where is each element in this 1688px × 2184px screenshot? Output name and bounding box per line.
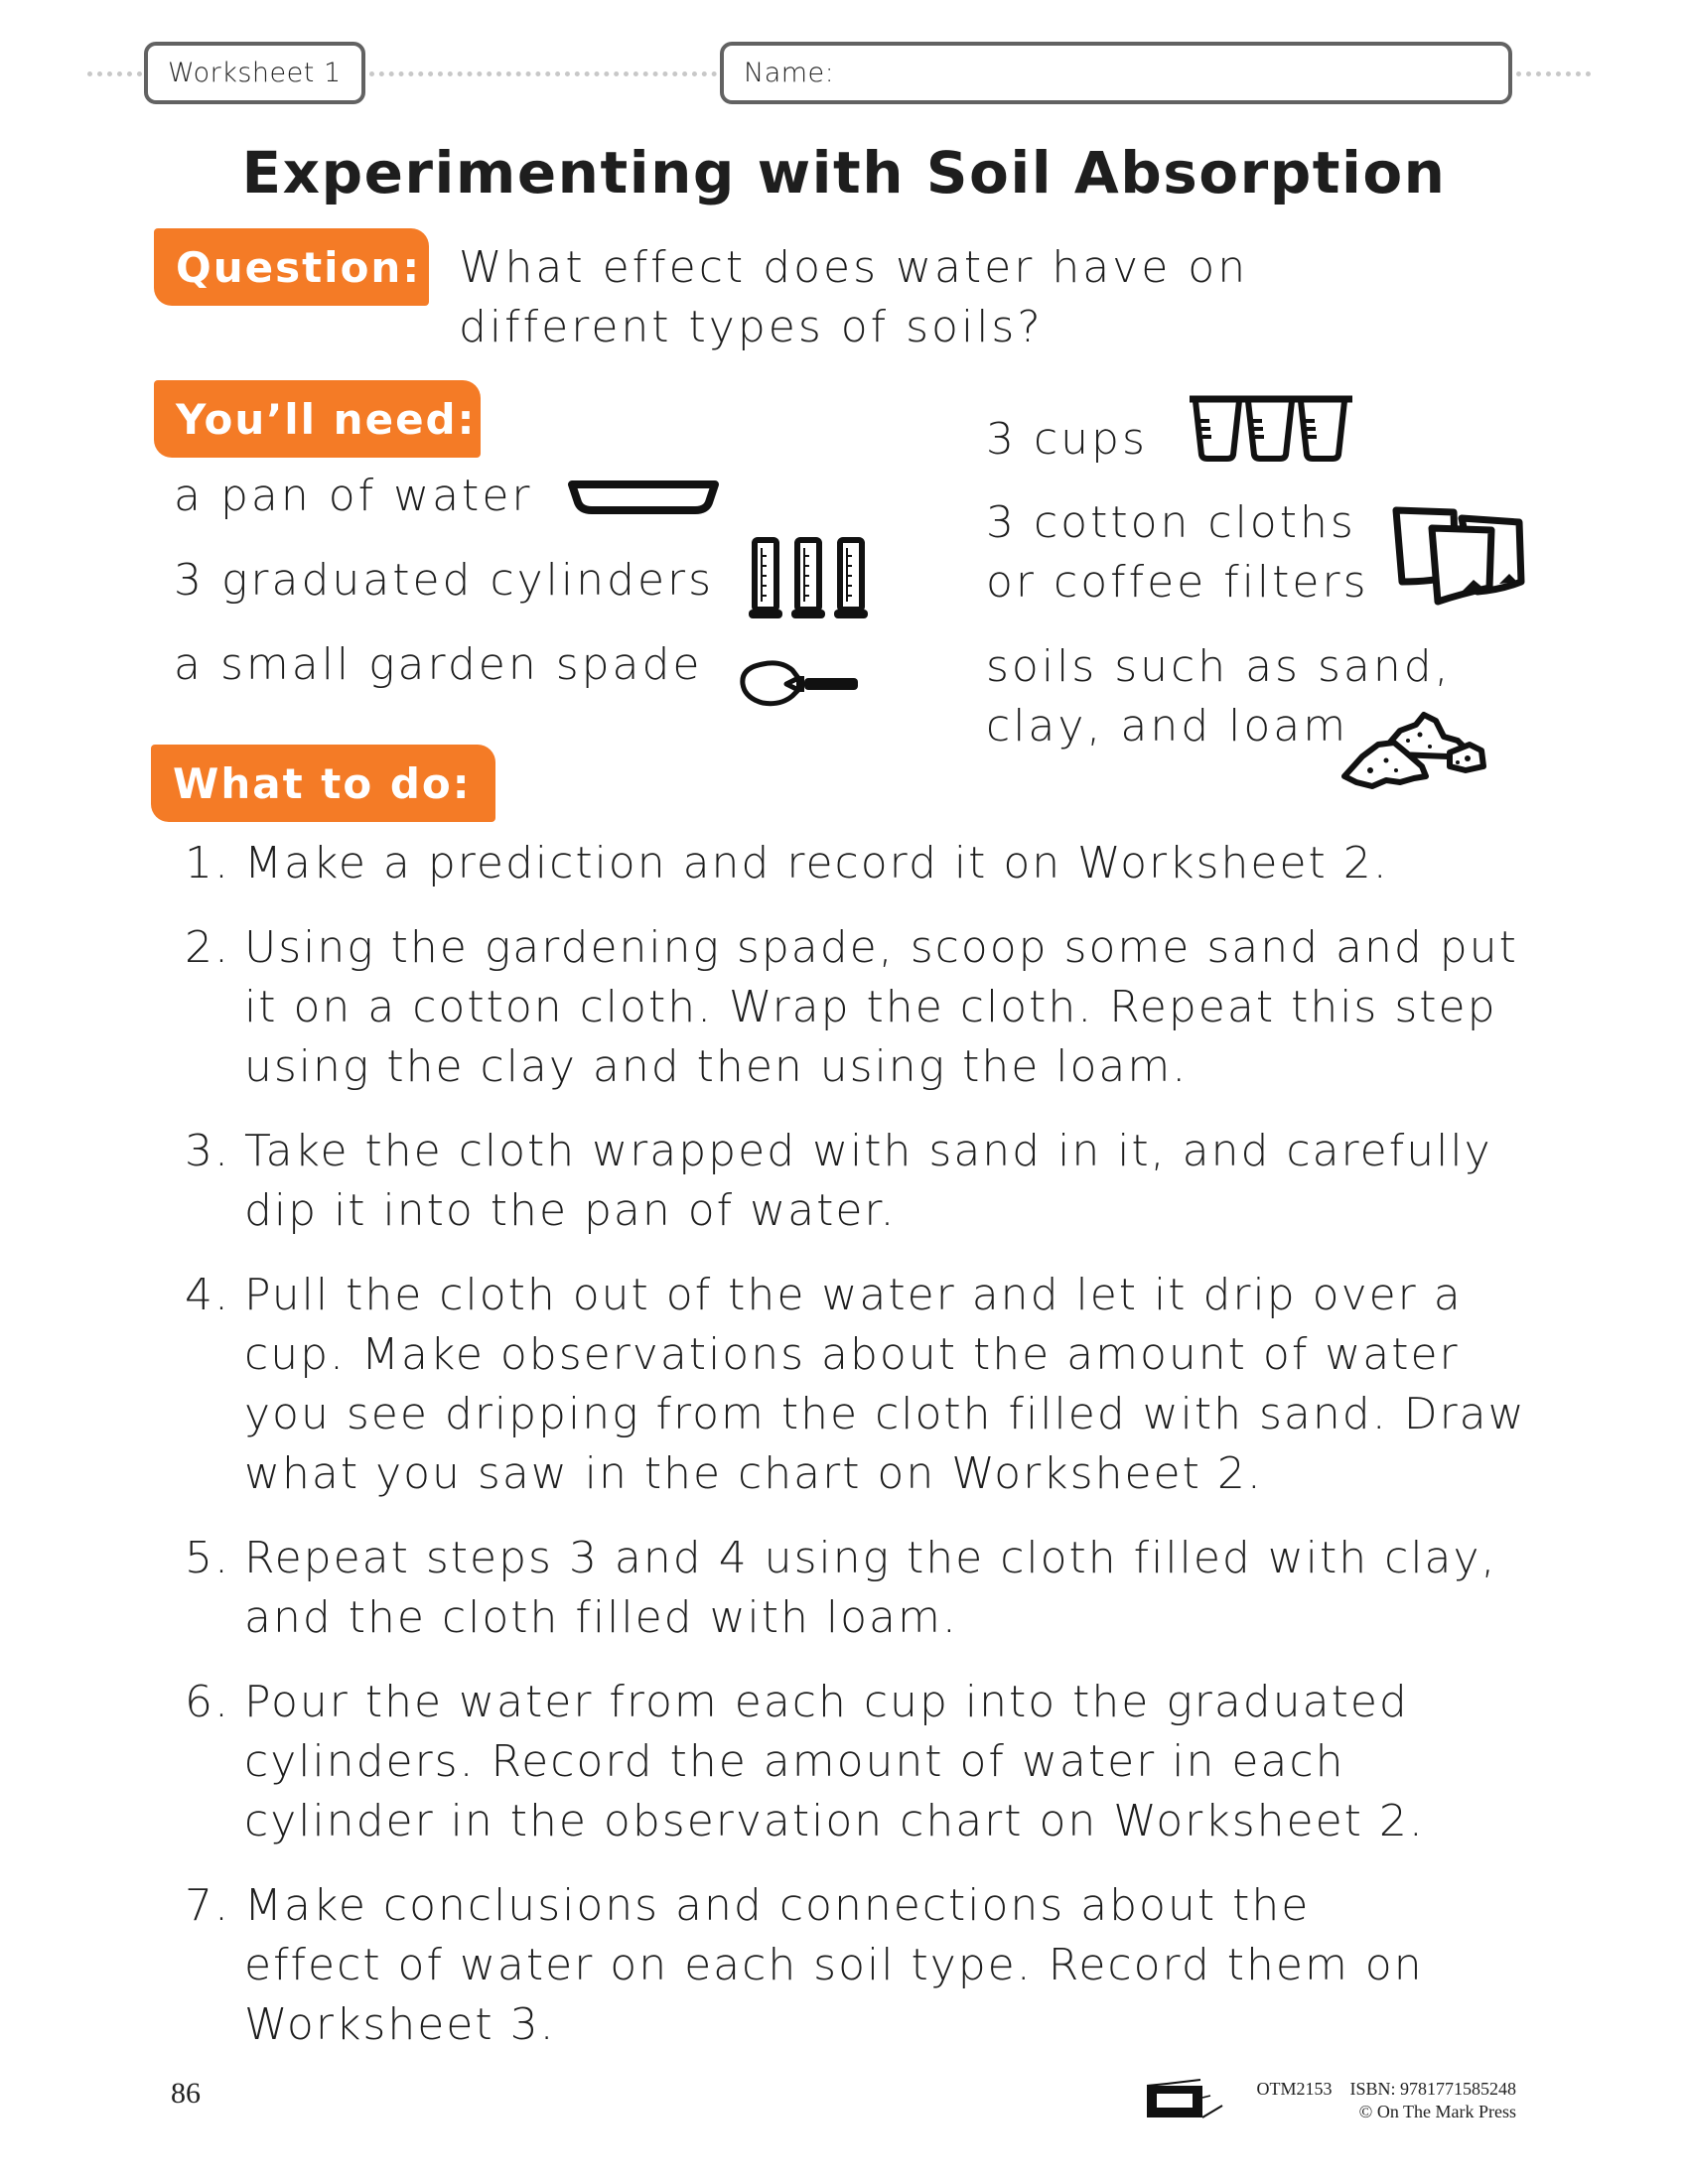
procedure-step: 7. Make conclusions and connections about the effect of water on each soil type. Record them on Worksheet 3. (169, 1876, 1539, 2055)
material-item-cups: 3 cups (986, 414, 1148, 465)
isbn: ISBN: 9781771585248 (1349, 2079, 1516, 2099)
step-number: 5. (185, 1533, 230, 1583)
material-item-soils: soils such as sand, clay, and loam (986, 641, 1452, 751)
question-badge (154, 228, 429, 306)
footer-publication-info (1256, 2078, 1516, 2123)
cloths-icon (1392, 504, 1525, 608)
step-number: 6. (185, 1677, 230, 1727)
page-number: 86 (171, 2077, 201, 2110)
step-number: 7. (185, 1880, 230, 1931)
garden-spade-icon (737, 658, 866, 708)
procedure-step: 3. Take the cloth wrapped with sand in it, and carefully dip it into the pan of water. (169, 1122, 1539, 1241)
materials-badge-label: You’ll need: (176, 394, 477, 444)
copyright: © On The Mark Press (1358, 2102, 1516, 2121)
question-line: different types of soils? (459, 302, 1044, 352)
material-item-pan: a pan of water (174, 471, 533, 521)
product-code: OTM2153 (1256, 2079, 1333, 2099)
step-number: 3. (185, 1126, 230, 1176)
step-number: 4. (185, 1270, 230, 1320)
pan-icon (568, 480, 719, 514)
name-field[interactable] (720, 42, 1512, 104)
procedure-steps-list (169, 834, 1539, 2080)
procedure-step: 1. Make a prediction and record it on Worksheet 2. (169, 834, 1539, 893)
header-dotted-line-left (87, 71, 142, 76)
worksheet-label-box (144, 42, 365, 104)
material-item-cloths: 3 cotton cloths or coffee filters (986, 497, 1369, 608)
worksheet-label: Worksheet 1 (168, 58, 342, 88)
procedure-badge (151, 745, 495, 822)
cups-icon (1188, 395, 1356, 465)
step-number: 1. (185, 838, 230, 888)
header-dotted-line-right (1516, 71, 1591, 76)
material-item-cylinders: 3 graduated cylinders (174, 555, 715, 606)
step-number: 2. (185, 922, 230, 973)
procedure-step: 5. Repeat steps 3 and 4 using the cloth filled with clay, and the cloth filled with loam. (169, 1529, 1539, 1648)
name-field-label: Name: (744, 58, 835, 88)
question-text (459, 238, 1248, 357)
question-line: What effect does water have on (459, 242, 1249, 293)
procedure-step: 4. Pull the cloth out of the water and let it drip over a cup. Make observations about the amount of water you see dripping from the cloth filled with sand. Draw what you saw in the chart on Worksheet 2. (169, 1266, 1539, 1504)
publisher-logo-icon (1145, 2078, 1224, 2119)
header-dotted-line-middle (369, 71, 717, 76)
page-title: Experimenting with Soil Absorption (241, 139, 1447, 206)
material-item-spade: a small garden spade (174, 639, 703, 690)
procedure-badge-label: What to do: (173, 758, 472, 808)
procedure-step: 2. Using the gardening spade, scoop some sand and put it on a cotton cloth. Wrap the cloth. Repeat this step using the clay and then using the loam. (169, 918, 1539, 1097)
graduated-cylinders-icon (747, 536, 874, 621)
procedure-step: 6. Pour the water from each cup into the graduated cylinders. Record the amount of water in each cylinder in the observation chart on Worksheet 2. (169, 1673, 1539, 1851)
soil-piles-icon (1338, 707, 1497, 796)
materials-badge (154, 380, 481, 458)
question-badge-label: Question: (176, 242, 422, 292)
